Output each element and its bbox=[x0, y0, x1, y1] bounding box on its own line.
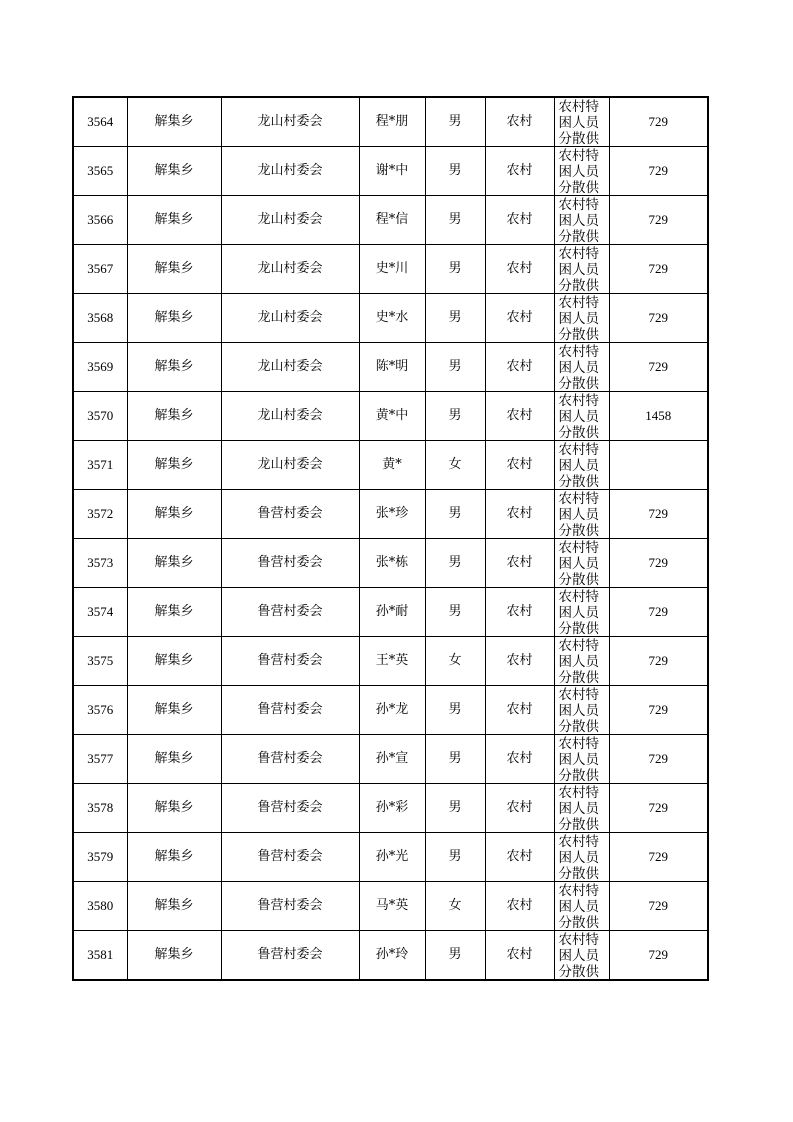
village-committee-cell: 龙山村委会 bbox=[221, 97, 359, 147]
amount-cell: 729 bbox=[609, 784, 708, 833]
village-committee-cell: 龙山村委会 bbox=[221, 147, 359, 196]
amount-cell: 729 bbox=[609, 97, 708, 147]
assistance-category-text: 农村特困人员分散供 bbox=[558, 834, 599, 881]
person-name-cell: 孙*彩 bbox=[359, 784, 425, 833]
township-cell: 解集乡 bbox=[127, 196, 221, 245]
row-number-cell: 3581 bbox=[73, 931, 127, 981]
table-row bbox=[73, 784, 708, 833]
person-name-cell: 程*信 bbox=[359, 196, 425, 245]
amount-cell: 729 bbox=[609, 882, 708, 931]
row-number-cell: 3567 bbox=[73, 245, 127, 294]
township-cell: 解集乡 bbox=[127, 539, 221, 588]
gender-cell: 男 bbox=[425, 735, 485, 784]
village-committee-cell: 鲁营村委会 bbox=[221, 637, 359, 686]
assistance-category-cell bbox=[554, 637, 609, 686]
table-row bbox=[73, 833, 708, 882]
assistance-category-cell bbox=[554, 196, 609, 245]
row-number-cell: 3580 bbox=[73, 882, 127, 931]
household-area-cell: 农村 bbox=[485, 97, 554, 147]
person-name-cell: 张*栋 bbox=[359, 539, 425, 588]
village-committee-cell: 鲁营村委会 bbox=[221, 735, 359, 784]
row-number-cell: 3573 bbox=[73, 539, 127, 588]
household-area-cell: 农村 bbox=[485, 147, 554, 196]
amount-cell bbox=[609, 441, 708, 490]
assistance-category-cell bbox=[554, 97, 609, 147]
gender-cell: 男 bbox=[425, 539, 485, 588]
township-cell: 解集乡 bbox=[127, 294, 221, 343]
household-area-cell: 农村 bbox=[485, 735, 554, 784]
row-number-cell: 3569 bbox=[73, 343, 127, 392]
gender-cell: 男 bbox=[425, 588, 485, 637]
amount-cell: 729 bbox=[609, 588, 708, 637]
table-row bbox=[73, 735, 708, 784]
village-committee-cell: 鲁营村委会 bbox=[221, 490, 359, 539]
table-row bbox=[73, 441, 708, 490]
household-area-cell: 农村 bbox=[485, 784, 554, 833]
township-cell: 解集乡 bbox=[127, 343, 221, 392]
assistance-category-text: 农村特困人员分散供 bbox=[558, 932, 599, 979]
table-row bbox=[73, 686, 708, 735]
township-cell: 解集乡 bbox=[127, 931, 221, 981]
village-committee-cell: 龙山村委会 bbox=[221, 343, 359, 392]
amount-cell: 1458 bbox=[609, 392, 708, 441]
assistance-category-text: 农村特困人员分散供 bbox=[558, 99, 599, 146]
row-number-cell: 3575 bbox=[73, 637, 127, 686]
gender-cell: 女 bbox=[425, 441, 485, 490]
gender-cell: 男 bbox=[425, 196, 485, 245]
row-number-cell: 3564 bbox=[73, 97, 127, 147]
township-cell: 解集乡 bbox=[127, 784, 221, 833]
township-cell: 解集乡 bbox=[127, 882, 221, 931]
person-name-cell: 张*珍 bbox=[359, 490, 425, 539]
table-row bbox=[73, 490, 708, 539]
assistance-category-cell bbox=[554, 392, 609, 441]
gender-cell: 男 bbox=[425, 245, 485, 294]
village-committee-cell: 龙山村委会 bbox=[221, 441, 359, 490]
assistance-category-cell bbox=[554, 343, 609, 392]
household-area-cell: 农村 bbox=[485, 588, 554, 637]
assistance-category-cell bbox=[554, 441, 609, 490]
village-committee-cell: 龙山村委会 bbox=[221, 196, 359, 245]
household-area-cell: 农村 bbox=[485, 294, 554, 343]
person-name-cell: 史*川 bbox=[359, 245, 425, 294]
table-row bbox=[73, 245, 708, 294]
township-cell: 解集乡 bbox=[127, 147, 221, 196]
person-name-cell: 马*英 bbox=[359, 882, 425, 931]
assistance-category-cell bbox=[554, 686, 609, 735]
assistance-category-cell bbox=[554, 245, 609, 294]
gender-cell: 男 bbox=[425, 686, 485, 735]
person-name-cell: 谢*中 bbox=[359, 147, 425, 196]
gender-cell: 男 bbox=[425, 392, 485, 441]
table-row bbox=[73, 588, 708, 637]
household-area-cell: 农村 bbox=[485, 441, 554, 490]
roster-table bbox=[72, 96, 709, 981]
assistance-category-text: 农村特困人员分散供 bbox=[558, 540, 599, 587]
table-row bbox=[73, 196, 708, 245]
village-committee-cell: 龙山村委会 bbox=[221, 392, 359, 441]
table-row bbox=[73, 343, 708, 392]
household-area-cell: 农村 bbox=[485, 882, 554, 931]
township-cell: 解集乡 bbox=[127, 588, 221, 637]
row-number-cell: 3578 bbox=[73, 784, 127, 833]
village-committee-cell: 龙山村委会 bbox=[221, 245, 359, 294]
row-number-cell: 3577 bbox=[73, 735, 127, 784]
amount-cell: 729 bbox=[609, 490, 708, 539]
amount-cell: 729 bbox=[609, 196, 708, 245]
assistance-category-text: 农村特困人员分散供 bbox=[558, 197, 599, 244]
row-number-cell: 3571 bbox=[73, 441, 127, 490]
household-area-cell: 农村 bbox=[485, 637, 554, 686]
township-cell: 解集乡 bbox=[127, 833, 221, 882]
row-number-cell: 3566 bbox=[73, 196, 127, 245]
amount-cell: 729 bbox=[609, 147, 708, 196]
village-committee-cell: 鲁营村委会 bbox=[221, 686, 359, 735]
village-committee-cell: 龙山村委会 bbox=[221, 294, 359, 343]
township-cell: 解集乡 bbox=[127, 637, 221, 686]
person-name-cell: 孙*光 bbox=[359, 833, 425, 882]
gender-cell: 女 bbox=[425, 637, 485, 686]
table-row bbox=[73, 97, 708, 147]
person-name-cell: 孙*耐 bbox=[359, 588, 425, 637]
assistance-category-text: 农村特困人员分散供 bbox=[558, 883, 599, 930]
person-name-cell: 黄* bbox=[359, 441, 425, 490]
assistance-category-text: 农村特困人员分散供 bbox=[558, 442, 599, 489]
row-number-cell: 3579 bbox=[73, 833, 127, 882]
row-number-cell: 3572 bbox=[73, 490, 127, 539]
township-cell: 解集乡 bbox=[127, 97, 221, 147]
township-cell: 解集乡 bbox=[127, 441, 221, 490]
village-committee-cell: 鲁营村委会 bbox=[221, 931, 359, 981]
table-row bbox=[73, 931, 708, 981]
household-area-cell: 农村 bbox=[485, 833, 554, 882]
gender-cell: 男 bbox=[425, 931, 485, 981]
table-row bbox=[73, 392, 708, 441]
township-cell: 解集乡 bbox=[127, 392, 221, 441]
assistance-category-text: 农村特困人员分散供 bbox=[558, 785, 599, 832]
person-name-cell: 程*朋 bbox=[359, 97, 425, 147]
gender-cell: 男 bbox=[425, 294, 485, 343]
gender-cell: 男 bbox=[425, 490, 485, 539]
assistance-category-cell bbox=[554, 588, 609, 637]
assistance-category-text: 农村特困人员分散供 bbox=[558, 148, 599, 195]
person-name-cell: 黄*中 bbox=[359, 392, 425, 441]
assistance-category-cell bbox=[554, 490, 609, 539]
gender-cell: 男 bbox=[425, 97, 485, 147]
row-number-cell: 3568 bbox=[73, 294, 127, 343]
household-area-cell: 农村 bbox=[485, 686, 554, 735]
table-row bbox=[73, 147, 708, 196]
person-name-cell: 孙*玲 bbox=[359, 931, 425, 981]
gender-cell: 男 bbox=[425, 833, 485, 882]
assistance-category-text: 农村特困人员分散供 bbox=[558, 638, 599, 685]
table-row bbox=[73, 294, 708, 343]
gender-cell: 男 bbox=[425, 147, 485, 196]
person-name-cell: 孙*宣 bbox=[359, 735, 425, 784]
table-row bbox=[73, 882, 708, 931]
person-name-cell: 王*英 bbox=[359, 637, 425, 686]
assistance-category-text: 农村特困人员分散供 bbox=[558, 589, 599, 636]
amount-cell: 729 bbox=[609, 931, 708, 981]
gender-cell: 男 bbox=[425, 343, 485, 392]
row-number-cell: 3570 bbox=[73, 392, 127, 441]
household-area-cell: 农村 bbox=[485, 245, 554, 294]
village-committee-cell: 鲁营村委会 bbox=[221, 784, 359, 833]
table-row bbox=[73, 637, 708, 686]
village-committee-cell: 鲁营村委会 bbox=[221, 833, 359, 882]
amount-cell: 729 bbox=[609, 833, 708, 882]
amount-cell: 729 bbox=[609, 637, 708, 686]
person-name-cell: 史*水 bbox=[359, 294, 425, 343]
household-area-cell: 农村 bbox=[485, 539, 554, 588]
village-committee-cell: 鲁营村委会 bbox=[221, 882, 359, 931]
amount-cell: 729 bbox=[609, 686, 708, 735]
household-area-cell: 农村 bbox=[485, 196, 554, 245]
amount-cell: 729 bbox=[609, 245, 708, 294]
person-name-cell: 孙*龙 bbox=[359, 686, 425, 735]
table-row bbox=[73, 539, 708, 588]
household-area-cell: 农村 bbox=[485, 343, 554, 392]
township-cell: 解集乡 bbox=[127, 686, 221, 735]
person-name-cell: 陈*明 bbox=[359, 343, 425, 392]
household-area-cell: 农村 bbox=[485, 392, 554, 441]
household-area-cell: 农村 bbox=[485, 931, 554, 981]
amount-cell: 729 bbox=[609, 735, 708, 784]
assistance-category-text: 农村特困人员分散供 bbox=[558, 295, 599, 342]
village-committee-cell: 鲁营村委会 bbox=[221, 539, 359, 588]
row-number-cell: 3565 bbox=[73, 147, 127, 196]
amount-cell: 729 bbox=[609, 343, 708, 392]
assistance-category-cell bbox=[554, 833, 609, 882]
row-number-cell: 3574 bbox=[73, 588, 127, 637]
assistance-category-text: 农村特困人员分散供 bbox=[558, 687, 599, 734]
row-number-cell: 3576 bbox=[73, 686, 127, 735]
amount-cell: 729 bbox=[609, 294, 708, 343]
township-cell: 解集乡 bbox=[127, 735, 221, 784]
assistance-category-text: 农村特困人员分散供 bbox=[558, 246, 599, 293]
table-body bbox=[73, 97, 708, 980]
gender-cell: 男 bbox=[425, 784, 485, 833]
township-cell: 解集乡 bbox=[127, 490, 221, 539]
assistance-category-cell bbox=[554, 539, 609, 588]
gender-cell: 女 bbox=[425, 882, 485, 931]
assistance-category-cell bbox=[554, 735, 609, 784]
village-committee-cell: 鲁营村委会 bbox=[221, 588, 359, 637]
assistance-category-cell bbox=[554, 882, 609, 931]
assistance-category-cell bbox=[554, 294, 609, 343]
assistance-category-cell bbox=[554, 147, 609, 196]
assistance-category-cell bbox=[554, 784, 609, 833]
assistance-category-text: 农村特困人员分散供 bbox=[558, 491, 599, 538]
assistance-category-text: 农村特困人员分散供 bbox=[558, 344, 599, 391]
assistance-category-cell bbox=[554, 931, 609, 981]
amount-cell: 729 bbox=[609, 539, 708, 588]
township-cell: 解集乡 bbox=[127, 245, 221, 294]
assistance-category-text: 农村特困人员分散供 bbox=[558, 736, 599, 783]
household-area-cell: 农村 bbox=[485, 490, 554, 539]
assistance-category-text: 农村特困人员分散供 bbox=[558, 393, 599, 440]
